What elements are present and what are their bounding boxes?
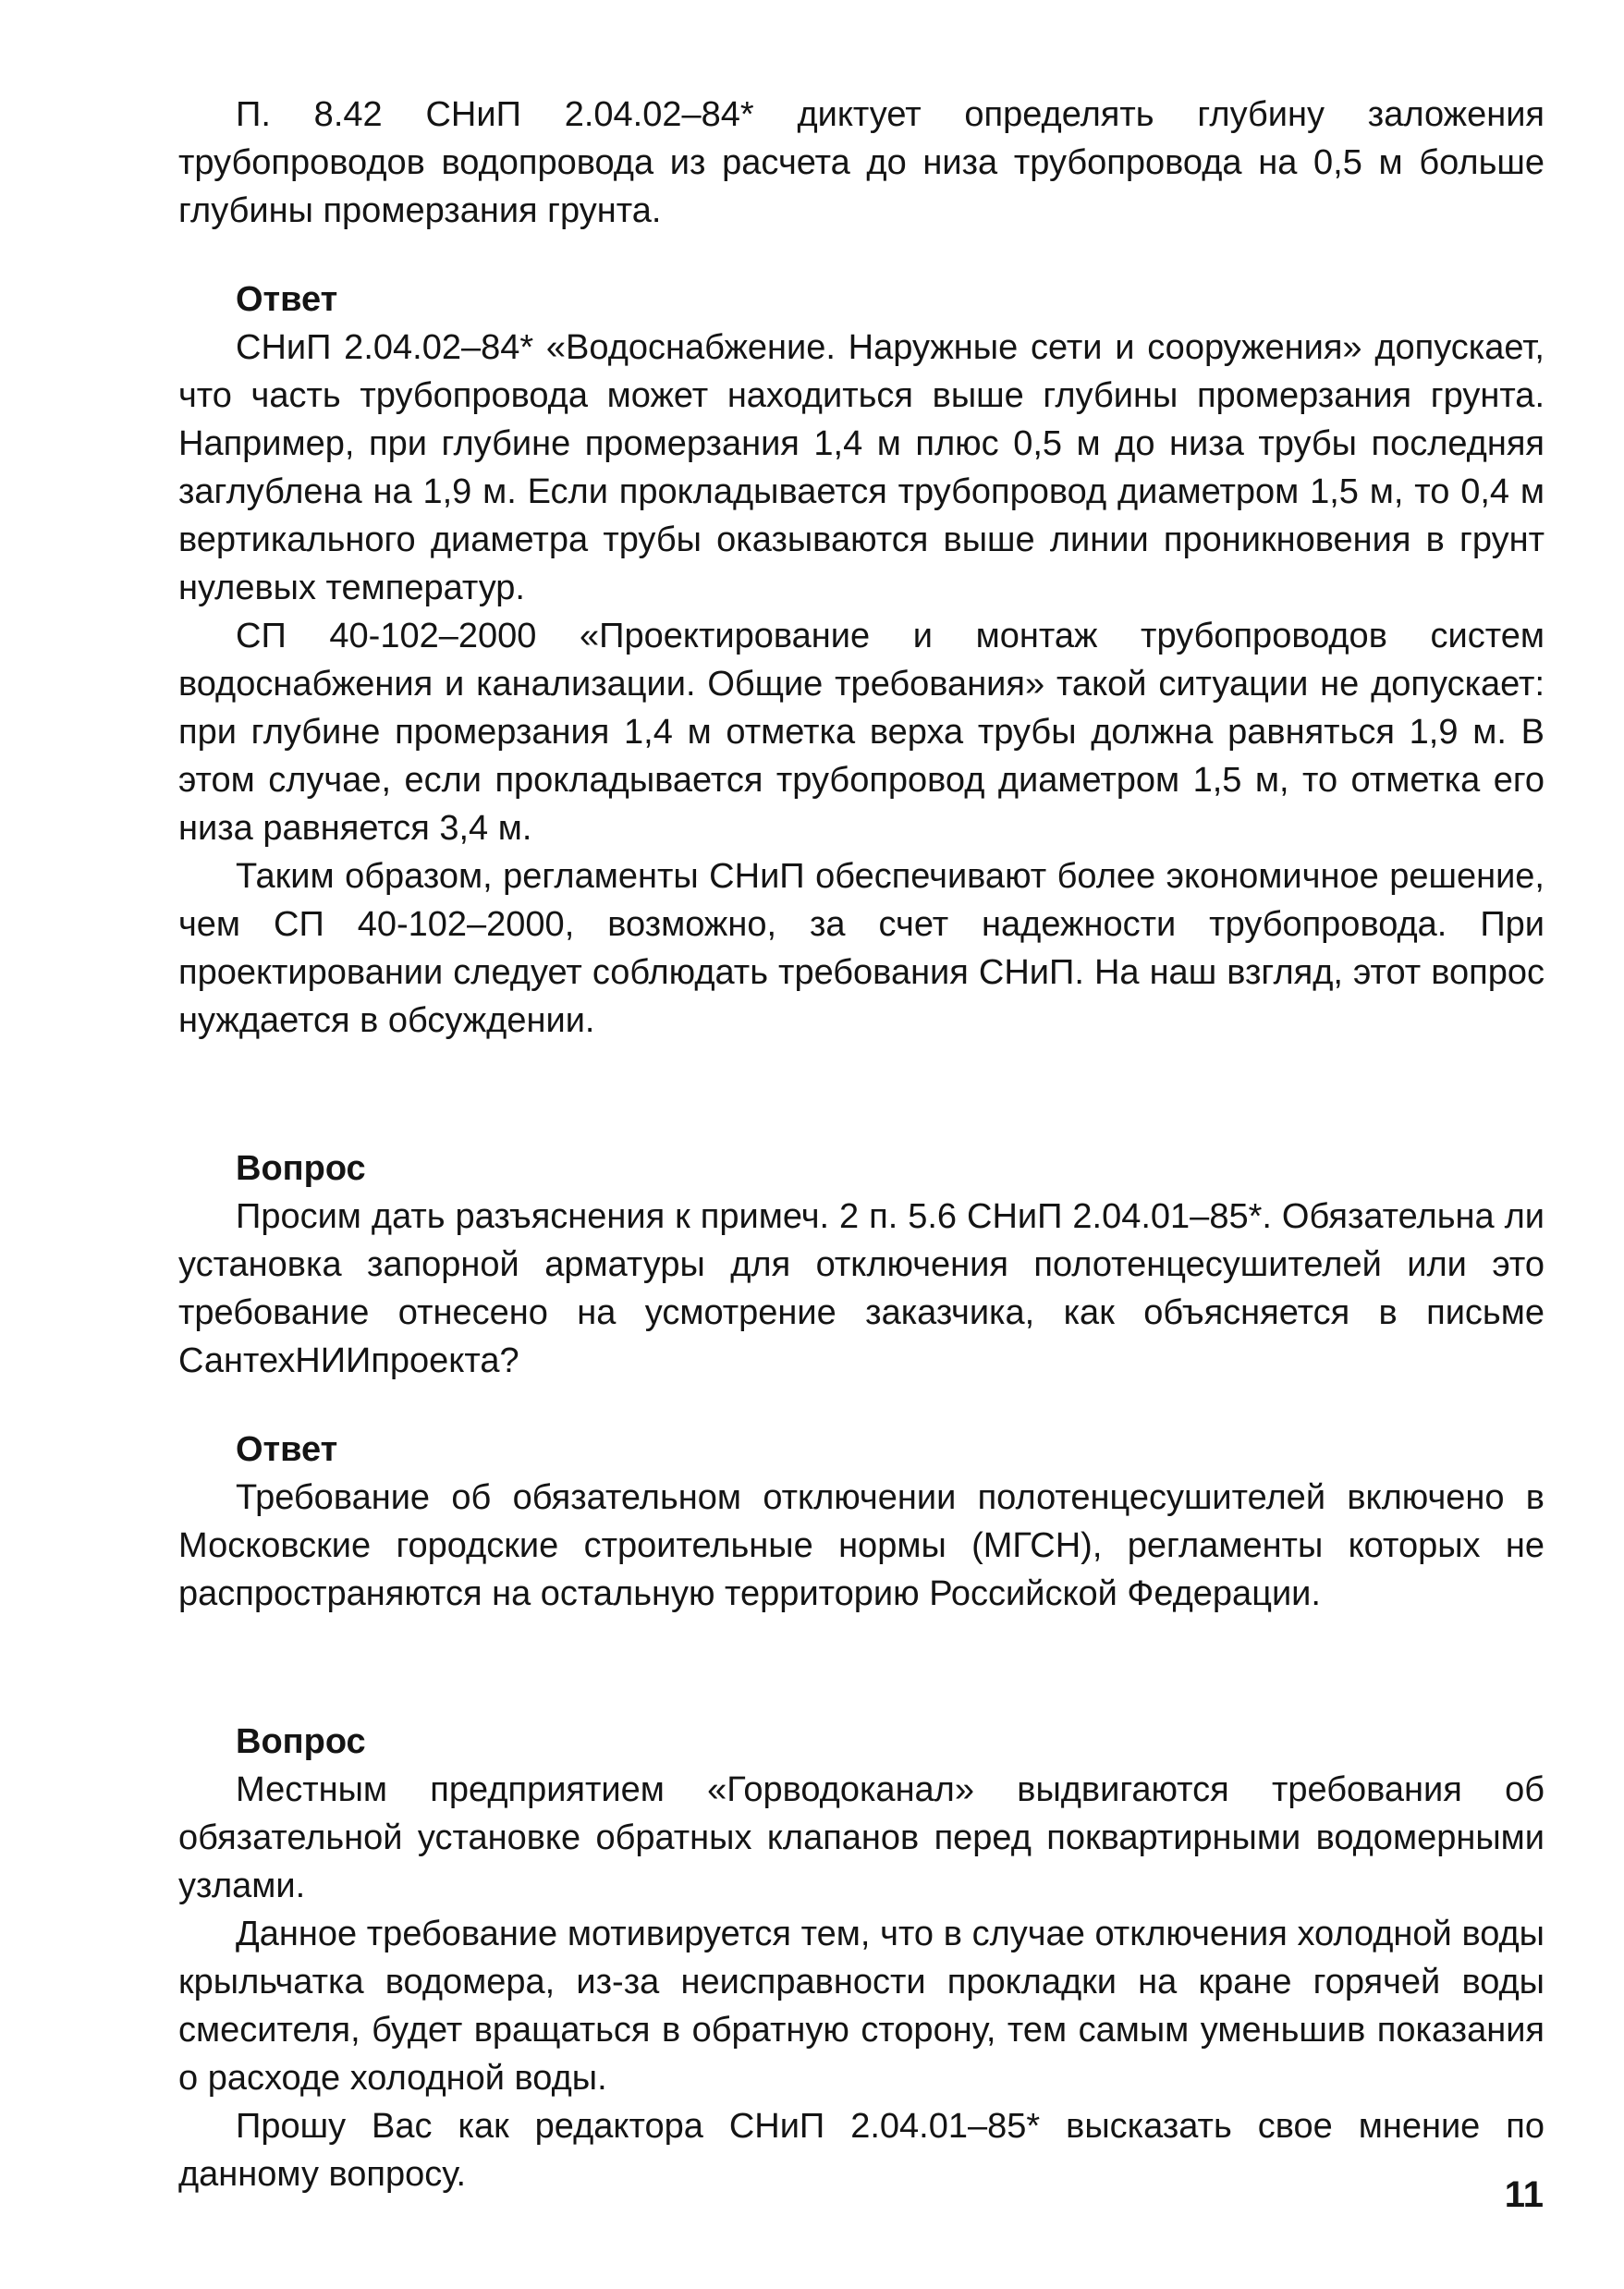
paragraph: СНиП 2.04.02–84* «Водоснабжение. Наружные сети и сооружения» допускает, что часть трубопровода может находиться выше глубины промерзания грунта. Например, при глубине промерзания 1,4 м плюс 0,5 м до низа трубы последняя заглублена на 1,9 м. Если прокладывается трубопровод диаметром 1,5 м, то 0,4 м вертикального диаметра трубы оказываются выше линии проникновения в грунт нулевых температур. bbox=[178, 328, 1545, 607]
page-number: 11 bbox=[1504, 2174, 1544, 2215]
paragraph: Прошу Вас как редактора СНиП 2.04.01–85* высказать свое мнение по данному вопросу. bbox=[178, 2107, 1545, 2194]
paragraph: Данное требование мотивируется тем, что в случае отключения холодной воды крыльчатка водомера, из-за неисправности прокладки на кране горячей воды смесителя, будет вращаться в обратную сторону, тем самым уменьшив показания о расходе холодной воды. bbox=[178, 1915, 1545, 2098]
paragraph: Таким образом, регламенты СНиП обеспечивают более экономичное решение, чем СП 40-102–2000, возможно, за счет надежности трубопровода. При проектировании следует соблюдать требования СНиП. На наш взгляд, этот вопрос нуждается в обсуждении. bbox=[178, 857, 1545, 1040]
text-column bbox=[178, 91, 1545, 2198]
paragraph: Местным предприятием «Горводоканал» выдвигаются требования об обязательной установке обратных клапанов перед поквартирными водомерными узлами. bbox=[178, 1770, 1545, 1905]
question-heading: Вопрос bbox=[236, 1722, 366, 1761]
answer-section-1 bbox=[178, 275, 1545, 1045]
answer-section-2 bbox=[178, 1426, 1545, 1618]
paragraph: Просим дать разъяснения к примеч. 2 п. 5.6 СНиП 2.04.01–85*. Обязательна ли установка запорной арматуры для отключения полотенцесушителей или это требование отнесено на усмотрение заказчика, как объясняется в письме СантехНИИпроекта? bbox=[178, 1197, 1545, 1380]
question-section-2 bbox=[178, 1144, 1545, 1385]
paragraph: П. 8.42 СНиП 2.04.02–84* диктует определять глубину заложения трубопроводов водопровода из расчета до низа трубопровода на 0,5 м больше глубины промерзания грунта. bbox=[178, 95, 1545, 230]
question-section-3 bbox=[178, 1718, 1545, 2198]
intro-section bbox=[178, 91, 1545, 235]
paragraph: СП 40-102–2000 «Проектирование и монтаж трубопроводов систем водоснабжения и канализации. Общие требования» такой ситуации не допускает: при глубине промерзания 1,4 м отметка верха трубы должна равняться 1,9 м. В этом случае, если прокладывается трубопровод диаметром 1,5 м, то отметка его низа равняется 3,4 м. bbox=[178, 617, 1545, 848]
paragraph: Требование об обязательном отключении полотенцесушителей включено в Московские городские строительные нормы (МГСН), регламенты которых не распространяются на остальную территорию Российской Федерации. bbox=[178, 1478, 1545, 1613]
answer-heading: Ответ bbox=[236, 280, 338, 319]
answer-heading: Ответ bbox=[236, 1430, 338, 1469]
question-heading: Вопрос bbox=[236, 1149, 366, 1188]
